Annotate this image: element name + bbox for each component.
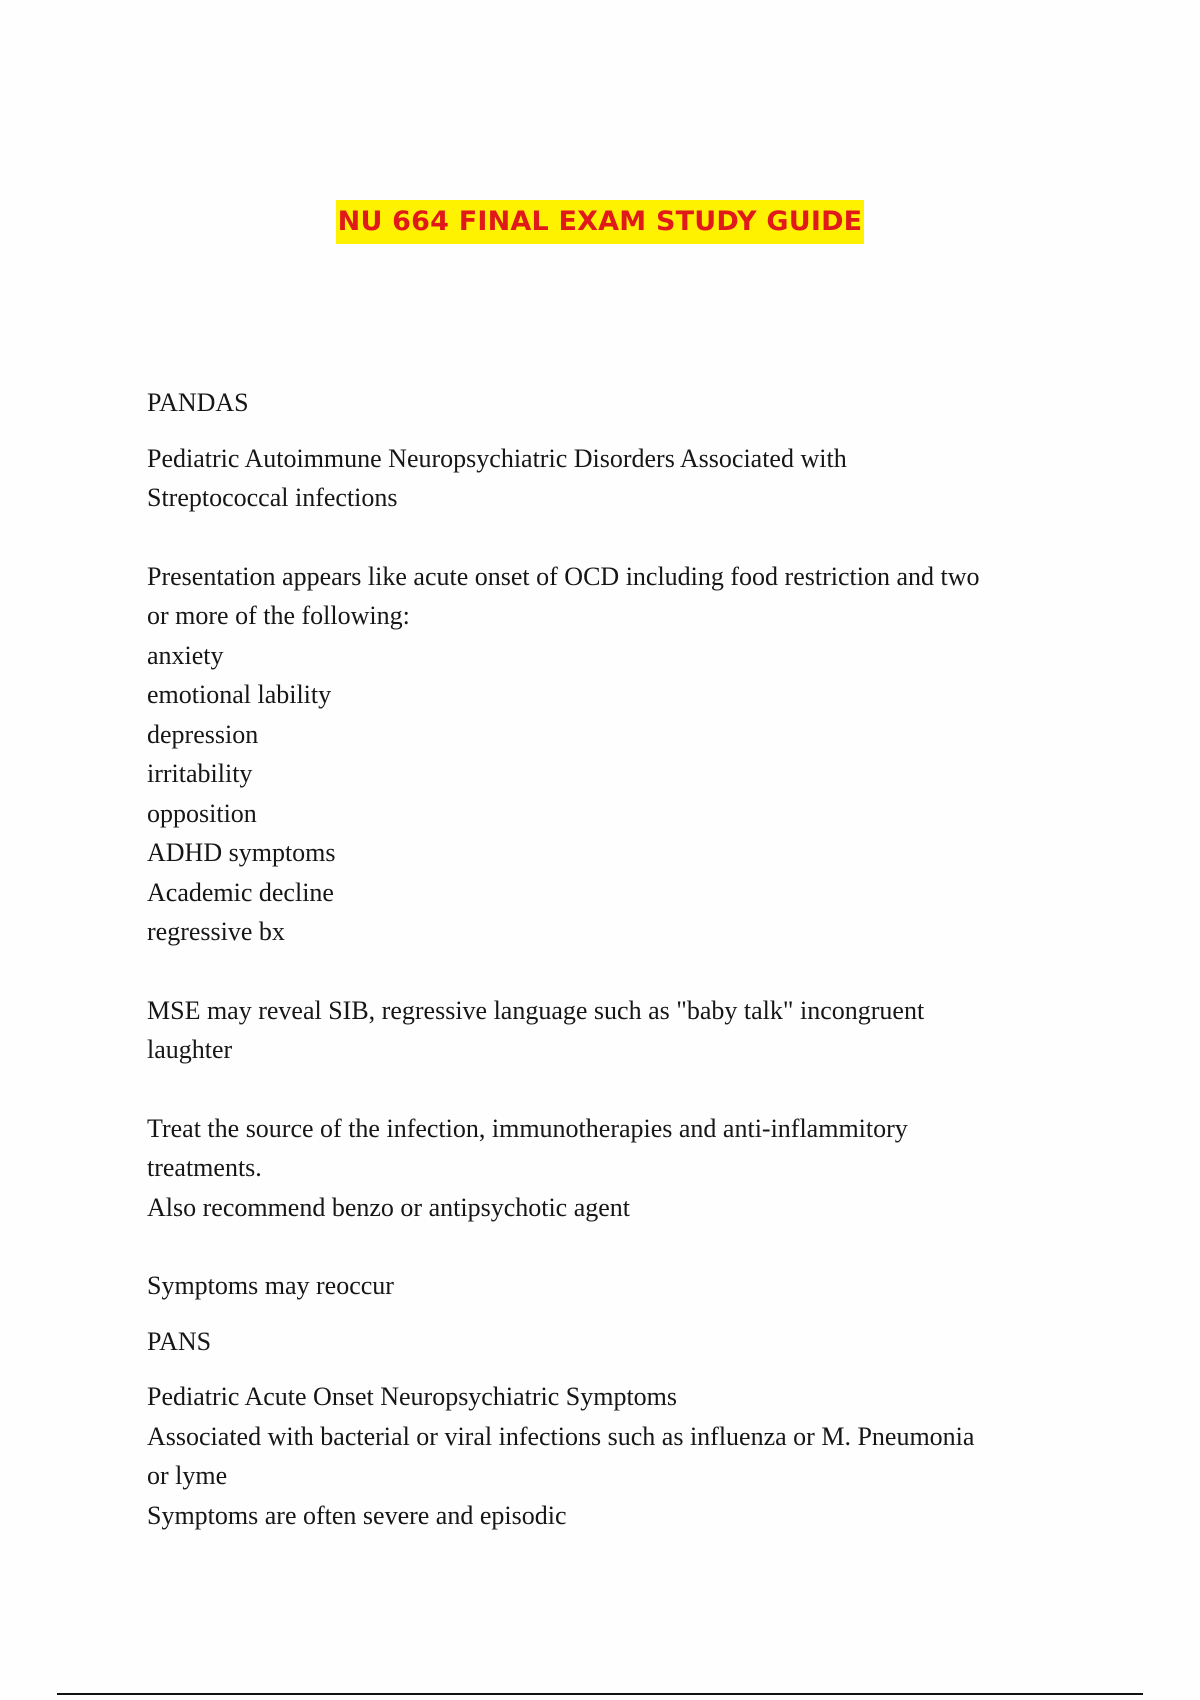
- symptom-item: anxiety: [147, 640, 224, 670]
- pandas-definition-line: Pediatric Autoimmune Neuropsychiatric Disorders Associated with: [147, 443, 847, 473]
- pans-line: Associated with bacterial or viral infections such as influenza or M. Pneumonia: [147, 1421, 975, 1451]
- pans-line: Symptoms are often severe and episodic: [147, 1500, 567, 1530]
- spacer: [147, 952, 1067, 991]
- pandas-treatment-line: Also recommend benzo or antipsychotic agent: [147, 1192, 631, 1222]
- symptom-item: irritability: [147, 759, 253, 788]
- title-block: [0, 200, 1200, 244]
- symptom-item: opposition: [147, 798, 257, 828]
- pandas-recurrence-note: Symptoms may reoccur: [147, 1271, 394, 1300]
- pandas-treatment-line: Treat the source of the infection, immunotherapies and anti-inflammitory: [147, 1113, 908, 1143]
- pans-line: Pediatric Acute Onset Neuropsychiatric Symptoms: [147, 1382, 678, 1411]
- spacer: [147, 1070, 1067, 1109]
- section-heading-pans: PANS: [147, 1326, 212, 1356]
- page-bottom-rule: [57, 1693, 1143, 1695]
- pandas-presentation-line: or more of the following:: [147, 601, 410, 630]
- document-body: [147, 383, 1067, 1535]
- pandas-mse-line: laughter: [147, 1035, 233, 1064]
- symptom-item: ADHD symptoms: [147, 838, 336, 867]
- document-title: NU 664 FINAL EXAM STUDY GUIDE: [336, 200, 865, 244]
- pans-line: or lyme: [147, 1461, 228, 1490]
- spacer: [147, 1227, 1067, 1266]
- spacer: [147, 518, 1067, 557]
- symptom-item: regressive bx: [147, 917, 285, 946]
- pandas-mse-line: MSE may reveal SIB, regressive language such as "baby talk" incongruent: [147, 995, 925, 1025]
- symptom-item: emotional lability: [147, 680, 332, 709]
- section-heading-pandas: PANDAS: [147, 388, 249, 417]
- pandas-definition-line: Streptococcal infections: [147, 483, 398, 512]
- spacer: [147, 423, 1067, 439]
- symptom-item: Academic decline: [147, 877, 334, 907]
- symptom-item: depression: [147, 719, 259, 749]
- spacer: [147, 1361, 1067, 1377]
- pandas-treatment-line: treatments.: [147, 1153, 262, 1182]
- spacer: [147, 1306, 1067, 1322]
- pandas-presentation-line: Presentation appears like acute onset of OCD including food restriction and two: [147, 561, 980, 591]
